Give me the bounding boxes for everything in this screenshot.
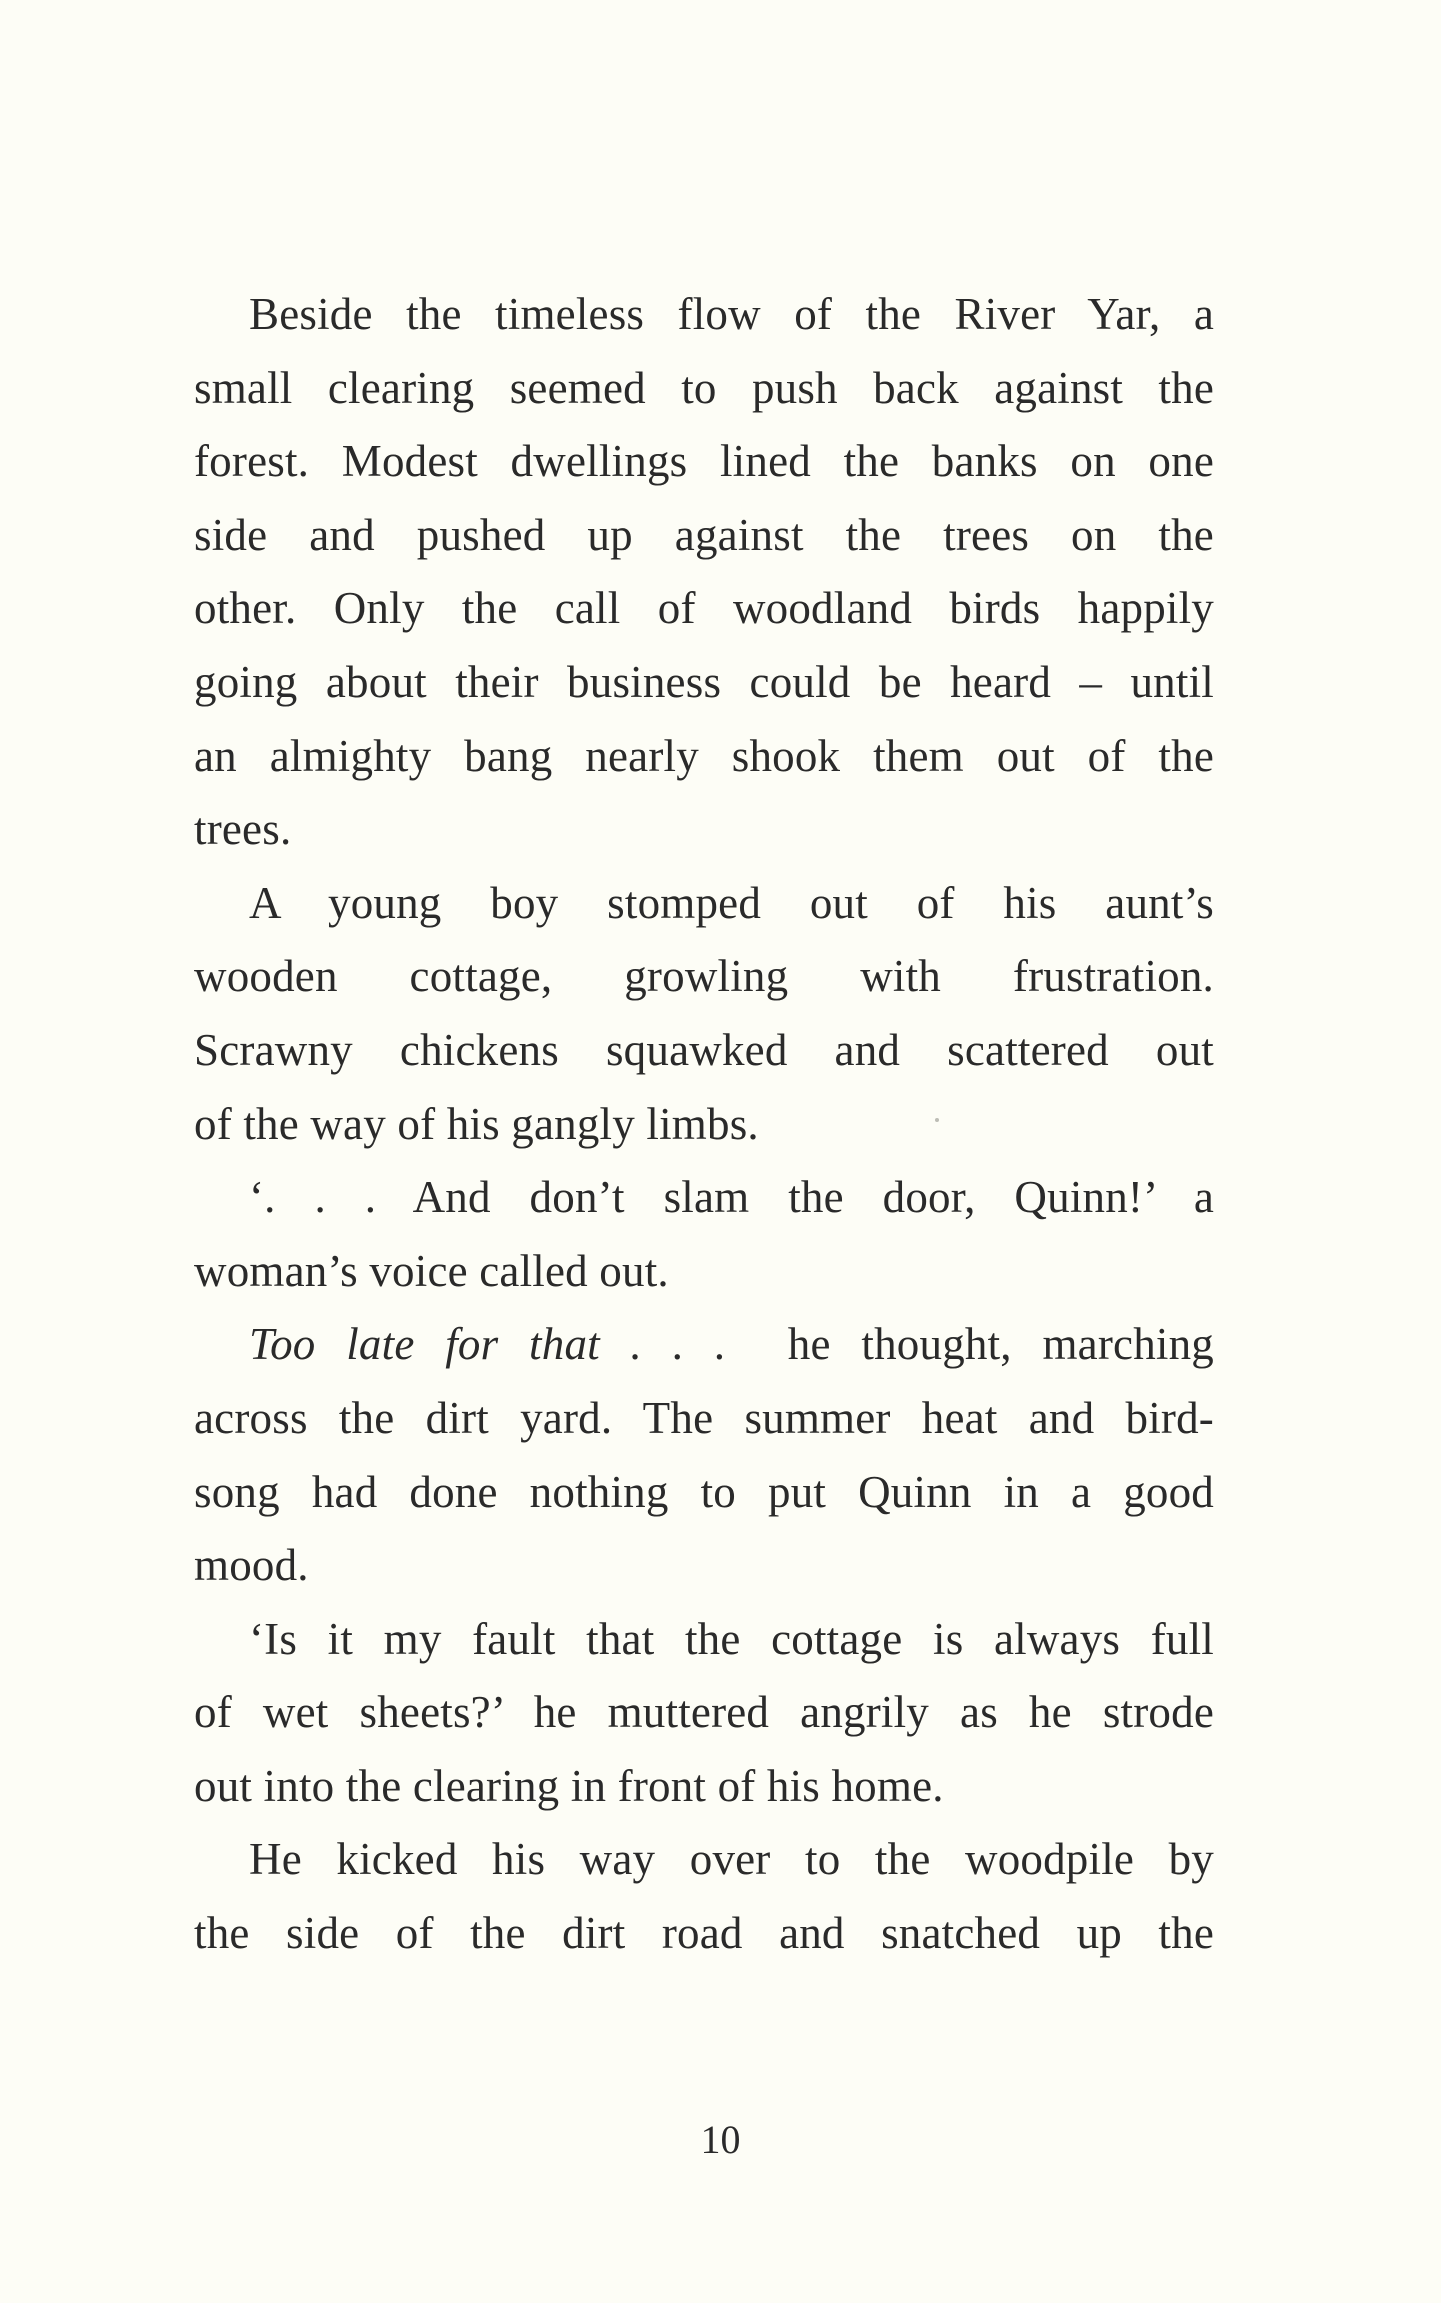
text-line: A young boy stomped out of his aunt’s <box>249 877 1214 928</box>
paper-speck <box>935 1118 939 1122</box>
text-line-rest: he thought, marching <box>787 1319 1214 1370</box>
text-line: other. Only the call of woodland birds happily <box>194 583 1214 634</box>
text-line: mood. <box>194 1540 309 1591</box>
text-line: going about their business could be heard – until <box>194 656 1214 707</box>
text-line: ‘. . . And don’t slam the door, Quinn!’ a <box>249 1172 1214 1223</box>
text-line: song had done nothing to put Quinn in a good <box>194 1466 1214 1517</box>
text-line: forest. Modest dwellings lined the banks on one <box>194 436 1214 487</box>
text-line: out into the clearing in front of his home. <box>194 1760 944 1811</box>
text-line: ‘Is it my fault that the cottage is always full <box>249 1613 1214 1664</box>
text-line: side and pushed up against the trees on the <box>194 509 1214 560</box>
text-line: of the way of his gangly limbs. <box>194 1098 759 1149</box>
text-line: He kicked his way over to the woodpile by <box>249 1834 1214 1885</box>
text-line: Scrawny chickens squawked and scattered out <box>194 1024 1214 1075</box>
page-number: 10 <box>700 2117 741 2162</box>
text-line: wooden cottage, growling with frustration. <box>194 951 1214 1002</box>
text-line: of wet sheets?’ he muttered angrily as he strode <box>194 1687 1214 1738</box>
text-line: an almighty bang nearly shook them out of the <box>194 730 1214 781</box>
text-line <box>194 1308 1214 1382</box>
text-line: Beside the timeless flow of the River Yar, a <box>249 289 1214 339</box>
body-text <box>194 278 1214 1971</box>
text-line: the side of the dirt road and snatched up the <box>194 1908 1214 1959</box>
text-line: trees. <box>194 804 292 855</box>
text-line: woman’s voice called out. <box>194 1245 669 1296</box>
text-line: across the dirt yard. The summer heat and bird- <box>194 1392 1214 1443</box>
text-line: small clearing seemed to push back against the <box>194 362 1214 413</box>
italic-phrase: Too late for that . . . <box>249 1319 727 1370</box>
